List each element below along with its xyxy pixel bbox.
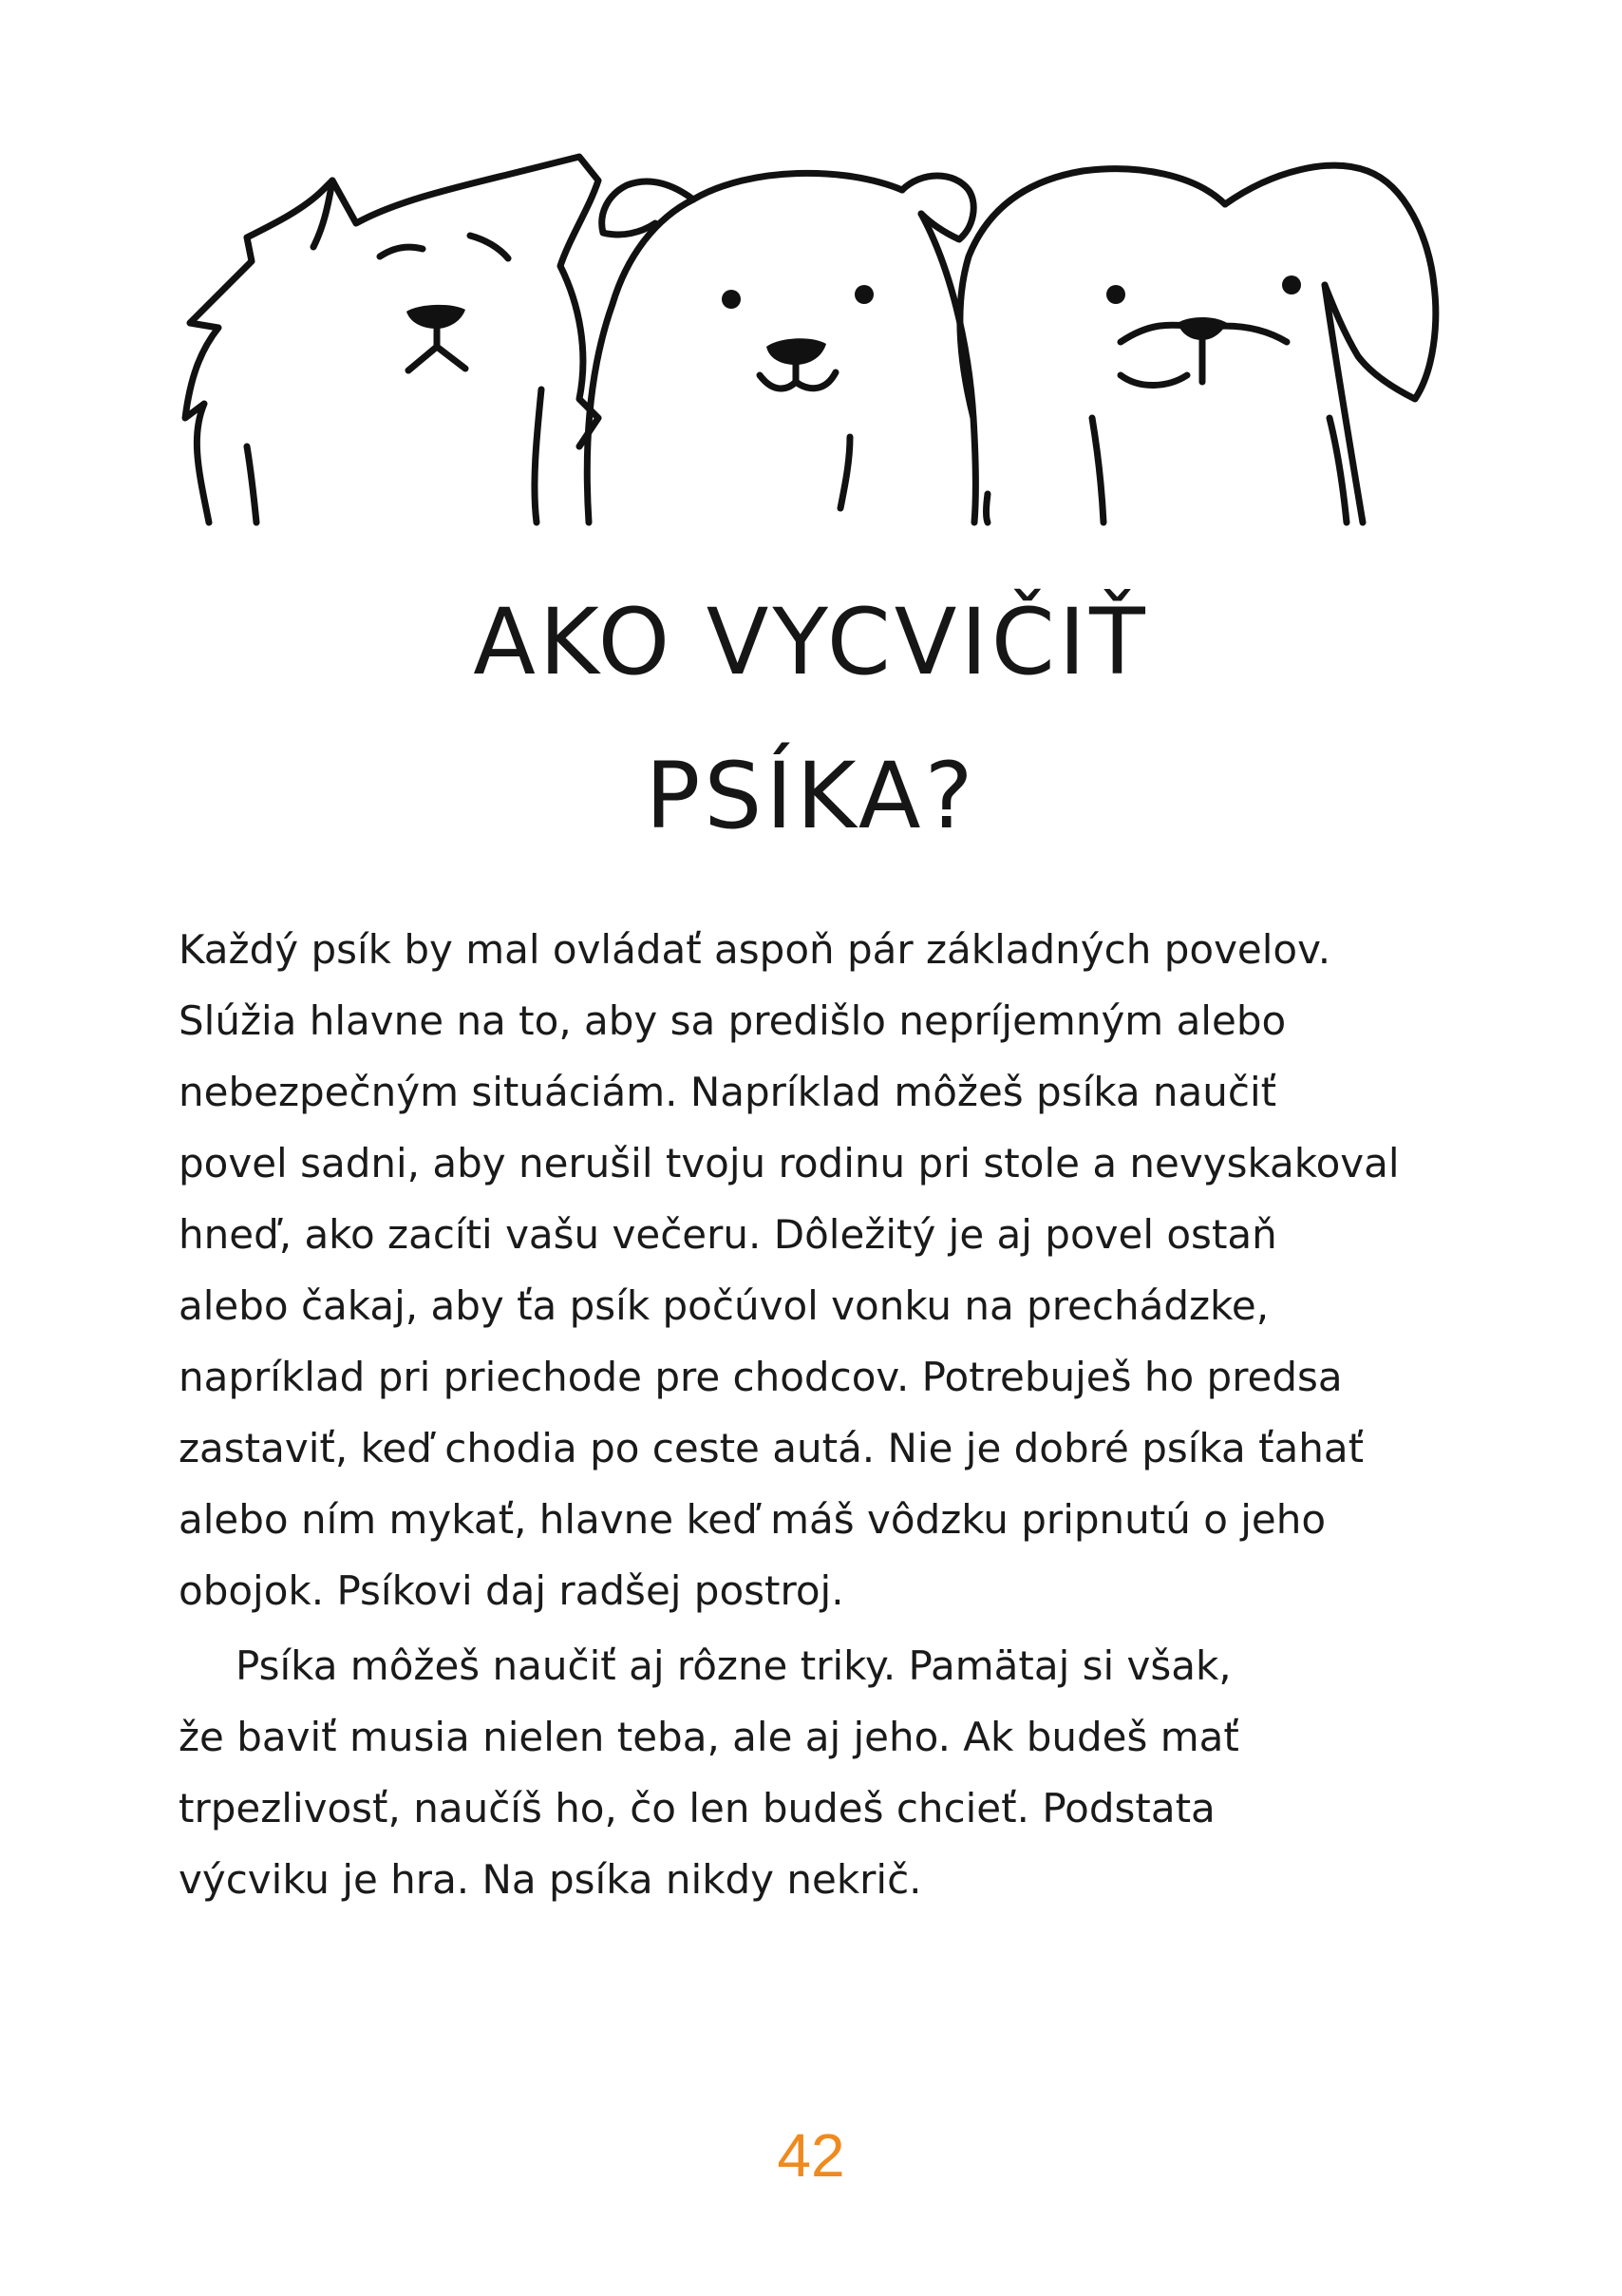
middle-dog-icon	[587, 173, 975, 522]
text-line: trpezlivosť, naučíš ho, čo len budeš chcieť. Podstata	[179, 1785, 1216, 1831]
page-title-line-2: PSÍKA?	[645, 743, 977, 849]
text-line: Slúžia hlavne na to, aby sa predišlo nepríjemným alebo	[179, 997, 1287, 1044]
text-line: že baviť musia nielen teba, ale aj jeho. Ak budeš mať	[179, 1714, 1239, 1760]
page-number: 42	[777, 2121, 845, 2190]
paragraph-2	[179, 1630, 1508, 1915]
shaggy-dog-icon	[185, 157, 598, 522]
floppy-ear-dog-icon	[960, 165, 1436, 522]
text-line: alebo ním mykať, hlavne keď máš vôdzku pripnutú o jeho	[179, 1496, 1327, 1543]
text-line: hneď, ako zacíti vašu večeru. Dôležitý je aj povel ostaň	[179, 1211, 1277, 1258]
text-line: Psíka môžeš naučiť aj rôzne triky. Pamätaj si však,	[236, 1642, 1232, 1689]
text-line: Každý psík by mal ovládať aspoň pár základných povelov.	[179, 926, 1331, 973]
three-dogs-icon	[180, 133, 1453, 532]
text-line: alebo čakaj, aby ťa psík počúvol vonku na prechádzke,	[179, 1282, 1270, 1329]
paragraph-1	[179, 914, 1508, 1626]
text-line: napríklad pri priechode pre chodcov. Potrebuješ ho predsa	[179, 1354, 1343, 1400]
page-title-line-1: AKO VYCVIČIŤ	[473, 589, 1149, 695]
text-line: nebezpečným situáciám. Napríklad môžeš psíka naučiť	[179, 1069, 1277, 1115]
text-line: zastaviť, keď chodia po ceste autá. Nie je dobré psíka ťahať	[179, 1425, 1365, 1471]
text-line: obojok. Psíkovi daj radšej postroj.	[179, 1567, 844, 1614]
text-line: povel sadni, aby nerušil tvoju rodinu pri stole a nevyskakoval	[179, 1140, 1400, 1186]
text-line: výcviku je hra. Na psíka nikdy nekrič.	[179, 1856, 922, 1903]
